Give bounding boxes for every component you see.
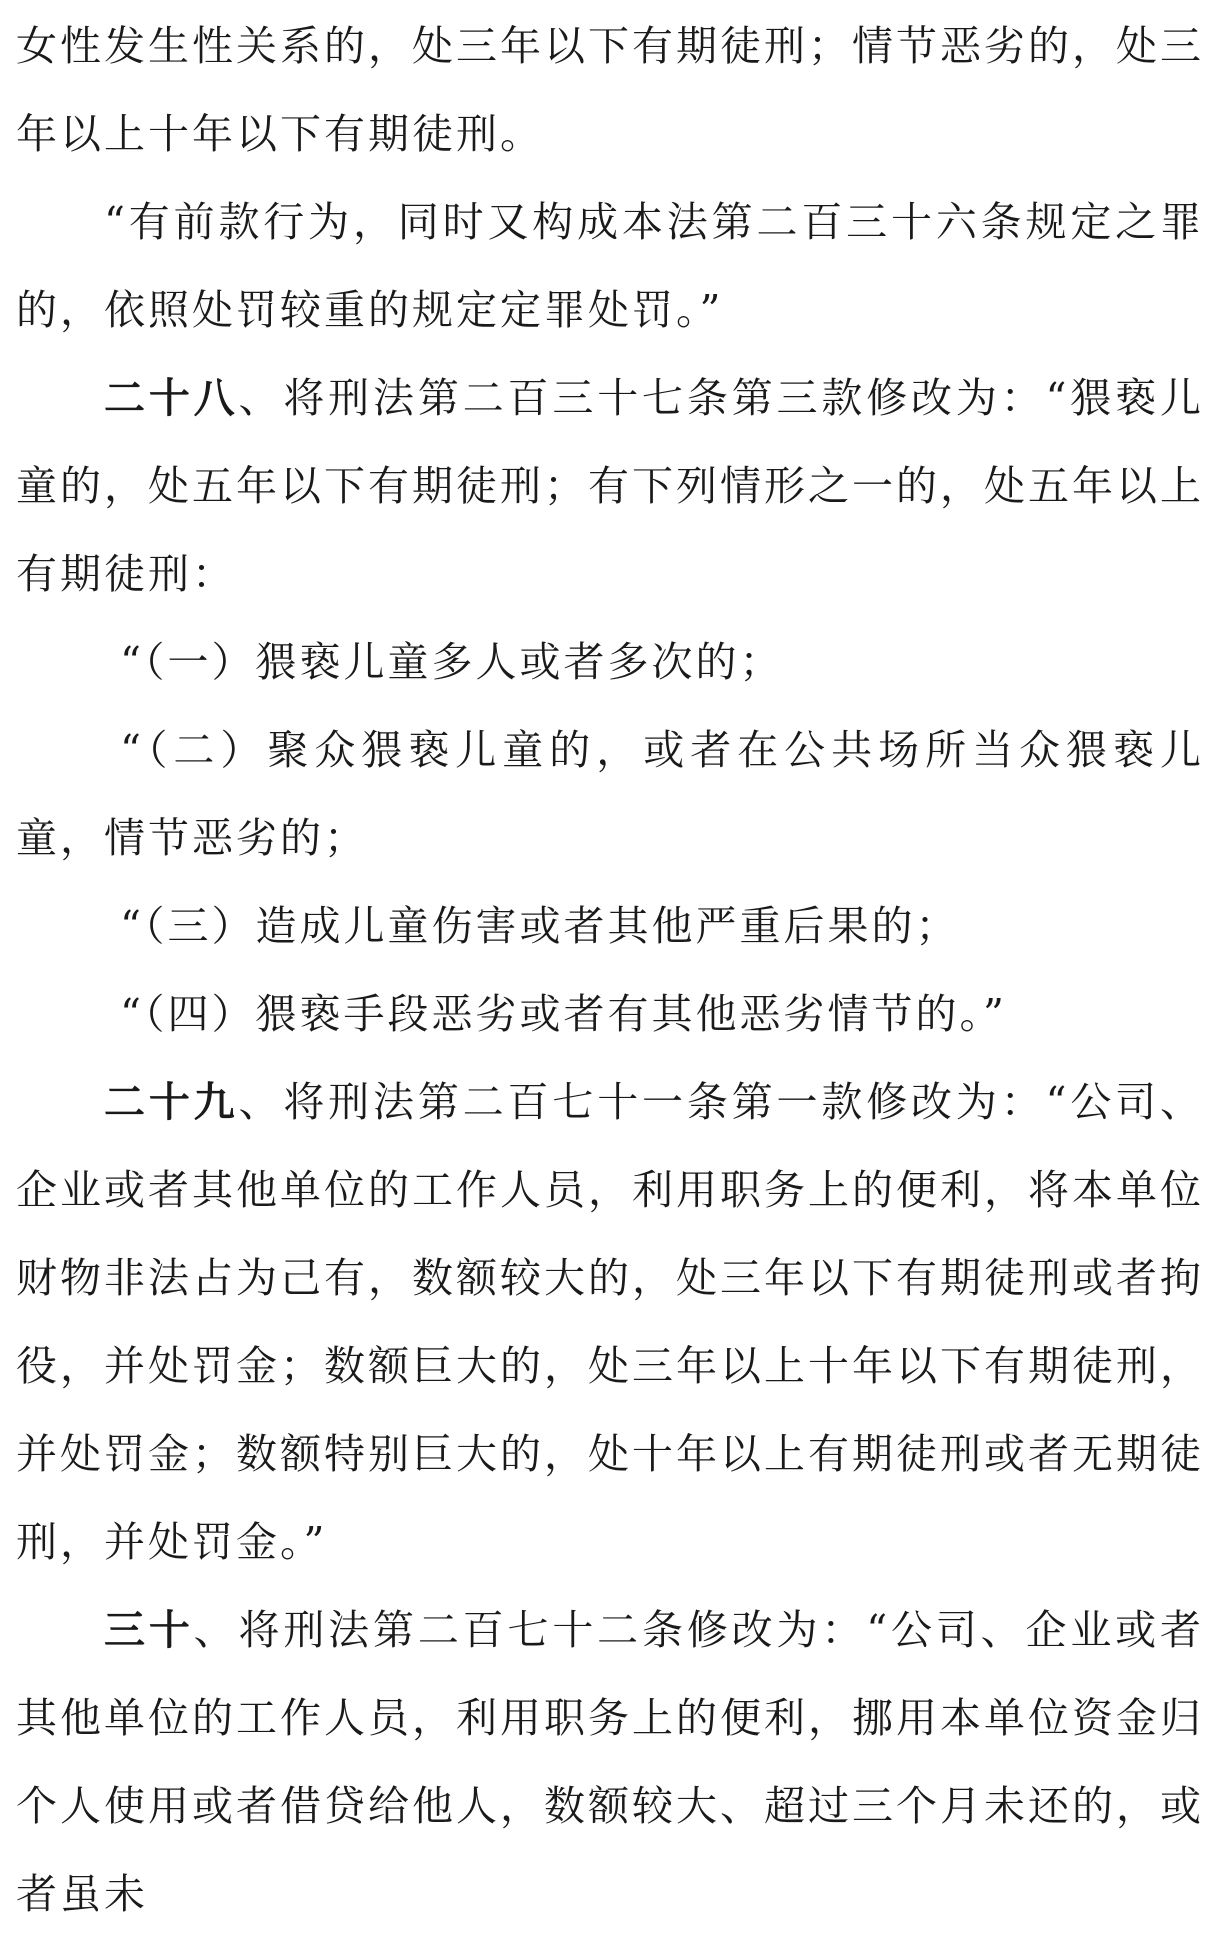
article-number: 三十 [104,1606,194,1654]
paragraph-text: 、将刑法第二百七十二条修改为：“公司、企业或者其他单位的工作人员，利用职务上的便利，挪用本单位资金归个人使用或者借贷给他人，数额较大、超过三个月未还的，或者虽未 [16,1606,1204,1918]
list-item [16,618,1204,706]
list-item [16,706,1204,882]
paragraph-article-29 [16,1058,1204,1586]
paragraph-article-28 [16,354,1204,618]
document-body [16,2,1204,1938]
paragraph-text: 女性发生性关系的，处三年以下有期徒刑；情节恶劣的，处三年以上十年以下有期徒刑。 [16,22,1204,158]
paragraph-text: 、将刑法第二百七十一条第一款修改为：“公司、企业或者其他单位的工作人员，利用职务上的便利，将本单位财物非法占为己有，数额较大的，处三年以下有期徒刑或者拘役，并处罚金；数额巨大的，处三年以上十年以下有期徒刑，并处罚金；数额特别巨大的，处十年以上有期徒刑或者无期徒刑，并处罚金。” [16,1078,1205,1566]
article-number: 二十八 [104,374,239,422]
paragraph-continuation [16,2,1204,178]
list-item [16,970,1204,1058]
paragraph-article-30 [16,1586,1204,1938]
list-item-text: “（二）聚众猥亵儿童的，或者在公共场所当众猥亵儿童，情节恶劣的； [16,726,1204,862]
list-item-text: “（四）猥亵手段恶劣或者有其他恶劣情节的。” [120,990,1007,1038]
list-item-text: “（一）猥亵儿童多人或者多次的； [120,638,784,686]
article-number: 二十九 [104,1078,239,1126]
list-item-text: “（三）造成儿童伤害或者其他严重后果的； [120,902,960,950]
paragraph-quoted-clause [16,178,1204,354]
list-item [16,882,1204,970]
paragraph-text: “有前款行为，同时又构成本法第二百三十六条规定之罪的，依照处罚较重的规定定罪处罚。” [16,198,1204,334]
paragraph-text: 、将刑法第二百三十七条第三款修改为：“猥亵儿童的，处五年以下有期徒刑；有下列情形之一的，处五年以上有期徒刑： [16,374,1205,598]
